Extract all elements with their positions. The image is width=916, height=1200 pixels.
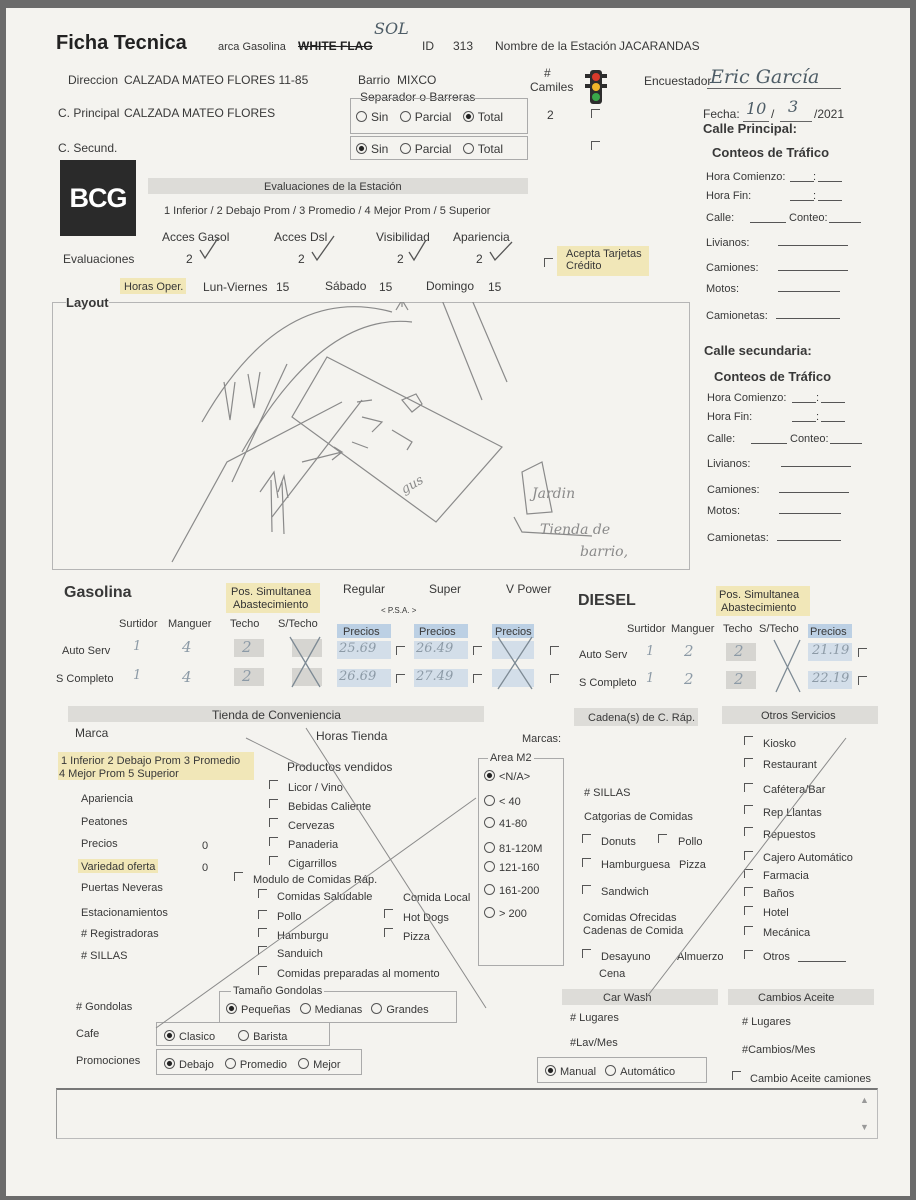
otros-repuestos: Repuestos [763, 829, 816, 841]
otros-heading: Otros Servicios [761, 710, 836, 722]
layout-sketch [52, 302, 688, 568]
sketch-gus: gus [398, 472, 427, 498]
eval-col-visibilidad: Visibilidad [376, 230, 430, 244]
marca-label: Marca [75, 726, 109, 740]
diesel-col-manguer: Manguer [671, 623, 715, 635]
conteo-label: Conteo: [789, 212, 828, 224]
modulo-label: Modulo de Comidas Ráp. [253, 874, 378, 886]
radio-promedio[interactable] [225, 1058, 236, 1069]
carwash-lugares: # Lugares [570, 1012, 619, 1024]
radio-mejor[interactable] [298, 1058, 309, 1069]
gondolas-label: # Gondolas [76, 1001, 133, 1013]
chk-aceite-camiones[interactable] [732, 1071, 741, 1080]
area-81-120: 81-120M [499, 843, 543, 855]
tienda-scale-2: 4 Mejor Prom 5 Superior [59, 768, 179, 780]
hora-comienzo-label: Hora Comienzo: [706, 171, 786, 183]
pos-sim-label: Pos. Simultanea [231, 586, 312, 598]
radio-parcial[interactable] [400, 111, 411, 122]
chk-licor[interactable] [269, 780, 278, 789]
diesel-abast: Abastecimiento [721, 602, 797, 614]
cat-donuts: Donuts [601, 836, 636, 848]
col-surtidor: Surtidor [119, 618, 158, 630]
separador-label: Separador o Barreras [360, 90, 476, 104]
super-label: Super [429, 582, 462, 596]
diesel-comp-label: S Completo [579, 677, 637, 689]
gas-comp-techo: 2 [242, 667, 252, 685]
diesel-comp-price: 22.19 [812, 671, 850, 686]
chk-desayuno[interactable] [582, 949, 591, 958]
chk-hotel[interactable] [744, 906, 753, 915]
lun-value: 15 [276, 280, 290, 294]
chk-sanduich[interactable] [258, 946, 267, 955]
check-marks [196, 234, 526, 264]
eval-scale: 1 Inferior / 2 Debajo Prom / 3 Promedio / 4 Mejor Prom / 5 Superior [164, 205, 491, 217]
form-sheet: Ficha Tecnica arca Gasolina WHITE FLAG SOL ID 313 Nombre de la Estación JACARANDAS Direccion CALZADA MATEO FLORES 11-85 Barrio MIXCO # Camiles Encuestador Eric García Separador o Barreras C. Principal CALZADA MATEO FLORES Sin Parcial Total 2 Fecha: 10 / 3 /2021 Calle Principal: C. Secund. Sin Parcial Total Conteos de Tráfico Hora Comienzo: : Hora Fin: : Calle: Conteo: Livianos: Camiones: Motos: Camionetas: Calle secundaria: Conteos de Tráfico Hora Comienzo: : Hora Fin: : Calle: Conteo: Livianos: Camiones: Motos: Camionetas: BCG Evaluaciones de la Estación 1 Inferior / 2 Debajo Prom / 3 Promedio / 4 Mejor Prom / 5 Superior Acces Gasol Acces Dsl Visibilidad Apariencia Evaluaciones 2 2 2 2 Acepta Tarjetas Crédito Horas Oper. Lun-Viernes 15 Sábado 15 Domingo 15 Layout Jardin Tienda de barrio, gus Gasolina Pos. Simultanea Abastecimiento Regular Super V Power < P.S.A. > Surtidor Manguer Techo S/Techo Precios Precios Precios Auto Serv 1 4 2 25.69 26.49 S Completo 1 4 2 26.69 27.49 DIESEL Pos. Simultanea Abastecimiento Surtidor Manguer Techo S/Techo Precios Auto Serv 1 2 2 21.19 S Completo 1 2 2 22.19 Tienda de Conveniencia Marca Horas Tienda 1 Inferior 2 Debajo Prom 3 Promedio 4 Mejor Prom 5 Superior Apariencia Peatones Precios 0 Variedad oferta 0 Puertas Neveras Estacionamientos # Registradoras # SILLAS Productos vendidos Licor / Vino Bebidas Caliente Cervezas Panaderia Cigarrillos Modulo de Comidas Ráp. Comidas Saludable Comida Local Pollo Hot Dogs Hamburgu Pizza Sanduich Comidas preparadas al momento # Gondolas Tamaño Gondolas Pequeñas Medianas Grandes Cafe Clasico Barista Promociones Debajo Promedio Mejor Marcas: Area M2 <N/A> < 40 41-80 81-120M 121-160 161-200 > 200 Cadena(s) de C. Ráp. # SILLAS Catgorias de Comidas Donuts Pollo Hamburguesa Pizza Sandwich Comidas Ofrecidas Cadenas de Comida Desayuno Almuerzo Cena Otros Servicios Kiosko Restaurant Cafétera/Bar Rep Llantas Repuestos Cajero Automático Farmacia Baños Hotel Mecánica Otros Car Wash # Lugares #Lav/Mes Manual Automático Cambios Aceite # Lugares #Cambios/Mes Cambio Aceite camiones ▲ ▼ [6, 8, 910, 1196]
chk-rep-llantas[interactable] [744, 805, 753, 814]
tienda-scale-1: 1 Inferior 2 Debajo Prom 3 Promedio [61, 755, 241, 767]
chk-preparadas[interactable] [258, 966, 267, 975]
hora-fin-label: Hora Fin: [706, 190, 752, 202]
aceite-heading: Cambios Aceite [758, 992, 835, 1004]
chk-donuts[interactable] [582, 834, 591, 843]
eval-val-visibilidad: 2 [397, 252, 404, 266]
chk-pizza[interactable] [384, 928, 393, 937]
row-registradoras: # Registradoras [81, 928, 159, 940]
radio-area-41-80[interactable] [484, 817, 495, 828]
diesel-auto-checkbox[interactable] [858, 648, 867, 657]
comida-hamburgu: Hamburgu [277, 930, 329, 942]
motos-label: Motos: [706, 283, 740, 295]
brand-label: arca Gasolina [218, 41, 286, 53]
area-heading: Area M2 [490, 752, 532, 764]
comida-preparadas: Comidas preparadas al momento [277, 968, 440, 980]
fecha-year: /2021 [814, 107, 845, 121]
radio-sin-selected[interactable] [356, 143, 367, 154]
conteo-label-2: Conteo: [790, 433, 829, 445]
radio-barista[interactable] [238, 1030, 249, 1041]
tienda-heading: Tienda de Conveniencia [212, 708, 341, 722]
otros-cafetera: Cafétera/Bar [763, 784, 826, 796]
comida-local-label: Comida Local [403, 892, 471, 904]
gas-auto-surtidor: 1 [133, 639, 142, 654]
aceite-cambios: #Cambios/Mes [742, 1044, 816, 1056]
horas-label: Horas Oper. [124, 281, 184, 293]
calle-label-2: Calle: [707, 433, 736, 445]
diesel-auto-label: Auto Serv [579, 649, 628, 661]
radio-area-na-selected[interactable] [484, 770, 495, 781]
eval-col-acces-dsl: Acces Dsl [274, 230, 328, 244]
diesel-comp-checkbox[interactable] [858, 676, 867, 685]
otros-kiosko: Kiosko [763, 738, 797, 750]
chk-modulo[interactable] [234, 872, 243, 881]
chk-farmacia[interactable] [744, 869, 753, 878]
row-estacionamientos: Estacionamientos [81, 907, 168, 919]
eval-val-acces-gasol: 2 [186, 252, 193, 266]
productos-heading: Productos vendidos [287, 760, 393, 774]
producto-cervezas: Cervezas [288, 820, 335, 832]
chk-saludable[interactable] [258, 889, 267, 898]
radio-clasico-selected[interactable] [164, 1030, 175, 1041]
otros-rep-llantas: Rep Llantas [763, 807, 822, 819]
scroll-down-icon[interactable]: ▼ [860, 1122, 869, 1132]
regular-label: Regular [343, 582, 386, 596]
promo-label: Promociones [76, 1055, 141, 1067]
cat-pizza: Pizza [679, 859, 706, 871]
bcg-logo: BCG [60, 160, 136, 236]
sab-label: Sábado [325, 279, 367, 293]
chk-sandwich[interactable] [582, 885, 591, 894]
local-hotdogs: Hot Dogs [403, 912, 449, 924]
radio-area-81-120[interactable] [484, 842, 495, 853]
camiones-label: Camiones: [706, 262, 759, 274]
comida-sanduich: Sanduich [277, 948, 323, 960]
fecha-day: 10 [746, 99, 767, 118]
chk-panaderia[interactable] [269, 837, 278, 846]
hora-fin-label-2: Hora Fin: [707, 411, 753, 423]
motos-label-2: Motos: [707, 505, 741, 517]
chk-bebidas[interactable] [269, 799, 278, 808]
lun-label: Lun-Viernes [203, 280, 268, 294]
diesel-auto-price: 21.19 [812, 643, 850, 658]
gas-auto-label: Auto Serv [62, 645, 111, 657]
conteos-secundaria-heading: Conteos de Tráfico [714, 369, 832, 384]
area-na: <N/A> [499, 771, 531, 783]
chk-otros[interactable] [744, 950, 753, 959]
cadenas-sillas: # SILLAS [584, 787, 631, 799]
cafe-label: Cafe [76, 1028, 100, 1040]
col-stecho: S/Techo [278, 618, 318, 630]
calle-label: Calle: [706, 212, 735, 224]
eval-col-acces-gasol: Acces Gasol [162, 230, 230, 244]
radio-total-selected[interactable] [463, 111, 474, 122]
gas-comp-label: S Completo [56, 673, 114, 685]
dom-label: Domingo [426, 279, 475, 293]
tarjetas-checkbox[interactable] [544, 258, 553, 267]
gasolina-heading: Gasolina [64, 584, 132, 601]
diesel-pos-sim: Pos. Simultanea [719, 589, 800, 601]
radio-area-200[interactable] [484, 907, 495, 918]
eval-heading: Evaluaciones de la Estación [264, 181, 402, 193]
gas-auto-techo: 2 [242, 638, 252, 656]
radio-manual-selected[interactable] [545, 1065, 556, 1076]
diesel-auto-manguer: 2 [684, 642, 694, 660]
encuestador-value: Eric García [710, 66, 820, 88]
brand-correction: SOL [374, 19, 409, 38]
chk-repuestos[interactable] [744, 827, 753, 836]
conteos-principal-heading: Conteos de Tráfico [712, 145, 830, 160]
precios-vpower-header: Precios [495, 626, 532, 638]
horas-tienda-label: Horas Tienda [316, 729, 388, 743]
diesel-col-techo: Techo [723, 623, 753, 635]
id-value: 313 [453, 39, 474, 53]
sketch-tienda: Tienda de [540, 522, 611, 538]
hora-comienzo-label-2: Hora Comienzo: [707, 392, 787, 404]
psa-label: < P.S.A. > [381, 606, 417, 615]
gas-comp-manguer: 4 [182, 668, 192, 686]
chk-banos[interactable] [744, 887, 753, 896]
producto-bebidas: Bebidas Caliente [288, 801, 372, 813]
station-name-value: JACARANDAS [619, 39, 700, 53]
cat-pollo: Pollo [678, 836, 703, 848]
gas-comp-super-price: 27.49 [416, 669, 454, 684]
chk-mecanica[interactable] [744, 926, 753, 935]
cadenas-categorias: Catgorias de Comidas [584, 811, 693, 823]
calle-principal-heading: Calle Principal: [703, 121, 797, 136]
comments-textarea[interactable] [56, 1088, 878, 1139]
eval-val-acces-dsl: 2 [298, 252, 305, 266]
brand-value: WHITE FLAG [298, 39, 373, 53]
aceite-lugares: # Lugares [742, 1016, 791, 1028]
variedad-value: 0 [202, 862, 209, 874]
secund-checkbox[interactable] [591, 141, 600, 150]
chk-hotdogs[interactable] [384, 909, 393, 918]
otros-hotel: Hotel [763, 907, 789, 919]
secund-label: C. Secund. [58, 141, 118, 155]
promo-options: Debajo Promedio Mejor [164, 1058, 341, 1072]
station-name-label: Nombre de la Estación [495, 39, 617, 53]
cafe-options: Clasico Barista [164, 1030, 287, 1044]
row-sillas: # SILLAS [81, 950, 128, 962]
cat-sandwich: Sandwich [601, 886, 649, 898]
direccion-value: CALZADA MATEO FLORES 11-85 [124, 73, 309, 87]
otros-cajero: Cajero Automático [763, 852, 853, 864]
comida-pollo: Pollo [277, 911, 302, 923]
gas-comp-surtidor: 1 [133, 668, 142, 683]
radio-pequenas-selected[interactable] [226, 1003, 237, 1014]
gas-auto-vpower-checkbox[interactable] [550, 646, 559, 655]
meal-almuerzo: Almuerzo [677, 951, 724, 963]
producto-cigarrillos: Cigarrillos [288, 858, 337, 870]
principal-separator-options: Sin Parcial Total [356, 110, 503, 124]
tam-gondolas-label: Tamaño Gondolas [233, 985, 323, 997]
sketch-jardin: Jardin [532, 486, 576, 502]
otros-banos: Baños [763, 888, 795, 900]
chk-cigarrillos[interactable] [269, 856, 278, 865]
chk-cajero[interactable] [744, 851, 753, 860]
crossed-out-marks [286, 633, 546, 693]
camionetas-label: Camionetas: [706, 310, 768, 322]
area-121-160: 121-160 [499, 862, 540, 874]
camiones-label-2: Camiones: [707, 484, 760, 496]
radio-medianas[interactable] [300, 1003, 311, 1014]
layout-label: Layout [66, 295, 109, 310]
col-techo: Techo [230, 618, 260, 630]
ofrecidas-2: Cadenas de Comida [583, 925, 684, 937]
radio-area-121-160[interactable] [484, 861, 495, 872]
chk-cervezas[interactable] [269, 818, 278, 827]
precios-super-header: Precios [419, 626, 456, 638]
principal-lanes: 2 [547, 108, 554, 122]
area-161-200: 161-200 [499, 885, 540, 897]
comida-saludable: Comidas Saludable [277, 891, 373, 903]
producto-licor: Licor / Vino [288, 782, 343, 794]
sab-value: 15 [379, 280, 393, 294]
livianos-label: Livianos: [706, 237, 750, 249]
radio-grandes[interactable] [371, 1003, 382, 1014]
diesel-col-surtidor: Surtidor [627, 623, 666, 635]
gas-auto-regular-price: 25.69 [339, 641, 377, 656]
principal-checkbox[interactable] [591, 109, 600, 118]
chk-cafetera[interactable] [744, 783, 753, 792]
cat-hamburguesa: Hamburguesa [601, 859, 671, 871]
otros-otros: Otros [763, 951, 790, 963]
precios-value: 0 [202, 840, 209, 852]
chk-hamburgu[interactable] [258, 928, 267, 937]
abast-label: Abastecimiento [233, 599, 309, 611]
diesel-heading: DIESEL [578, 592, 636, 609]
precios-regular-header: Precios [343, 626, 380, 638]
livianos-label-2: Livianos: [707, 458, 751, 470]
gas-auto-super-price: 26.49 [416, 641, 454, 656]
principal-value: CALZADA MATEO FLORES [124, 106, 276, 120]
row-peatones: Peatones [81, 816, 128, 828]
marcas-label: Marcas: [522, 733, 562, 745]
carwash-lav: #Lav/Mes [570, 1037, 618, 1049]
eval-val-apariencia: 2 [476, 252, 483, 266]
area-lt40: < 40 [499, 796, 521, 808]
encuestador-label: Encuestador [644, 74, 712, 88]
carwash-heading: Car Wash [603, 992, 652, 1004]
fecha-label: Fecha: [703, 107, 740, 121]
otros-mecanica: Mecánica [763, 927, 811, 939]
gas-comp-vpower-checkbox[interactable] [550, 674, 559, 683]
sketch-barrio: barrio, [580, 544, 629, 560]
otros-restaurant: Restaurant [763, 759, 817, 771]
col-manguer: Manguer [168, 618, 212, 630]
row-precios: Precios [81, 838, 118, 850]
id-label: ID [422, 39, 434, 53]
principal-label: C. Principal [58, 106, 120, 120]
traffic-light-icon [584, 68, 610, 108]
eval-col-apariencia: Apariencia [453, 230, 510, 244]
fecha-month: 3 [788, 97, 799, 116]
vpower-label: V Power [506, 582, 552, 596]
calle-secundaria-heading: Calle secundaria: [704, 343, 812, 358]
gas-comp-regular-price: 26.69 [339, 669, 377, 684]
radio-sin[interactable] [356, 111, 367, 122]
ofrecidas-1: Comidas Ofrecidas [583, 912, 677, 924]
diesel-precios-header: Precios [810, 626, 847, 638]
gondola-options: Pequeñas Medianas Grandes [226, 1003, 429, 1017]
camionetas-label-2: Camionetas: [707, 532, 769, 544]
meal-cena: Cena [599, 968, 626, 980]
producto-panaderia: Panaderia [288, 839, 339, 851]
area-41-80: 41-80 [499, 818, 528, 830]
camiles-label: Camiles [530, 80, 574, 94]
diesel-auto-techo: 2 [734, 642, 744, 660]
diesel-col-stecho: S/Techo [759, 623, 799, 635]
area-gt200: > 200 [499, 908, 527, 920]
diesel-comp-manguer: 2 [684, 670, 694, 688]
cadenas-heading: Cadena(s) de C. Ráp. [588, 712, 695, 724]
secund-separator-options: Sin Parcial Total [356, 142, 503, 156]
barrio-value: MIXCO [397, 73, 437, 87]
diesel-auto-surtidor: 1 [646, 644, 655, 659]
radio-total[interactable] [463, 143, 474, 154]
scroll-up-icon[interactable]: ▲ [860, 1095, 869, 1105]
radio-area-40[interactable] [484, 795, 495, 806]
gas-auto-manguer: 4 [182, 638, 192, 656]
meal-desayuno: Desayuno [601, 951, 651, 963]
row-puertas: Puertas Neveras [81, 882, 163, 894]
barrio-label: Barrio [358, 73, 391, 87]
otros-farmacia: Farmacia [763, 870, 809, 882]
chk-pollo-cadena[interactable] [658, 834, 667, 843]
chk-restaurant[interactable] [744, 758, 753, 767]
diesel-comp-techo: 2 [734, 670, 744, 688]
chk-pollo[interactable] [258, 910, 267, 919]
direccion-label: Direccion [68, 73, 119, 87]
chk-kiosko[interactable] [744, 736, 753, 745]
row-variedad: Variedad oferta [81, 861, 156, 873]
radio-area-161-200[interactable] [484, 884, 495, 895]
dom-value: 15 [488, 280, 502, 294]
diesel-comp-surtidor: 1 [646, 671, 655, 686]
aceite-camiones: Cambio Aceite camiones [750, 1073, 872, 1085]
radio-automatico[interactable] [605, 1065, 616, 1076]
camiles-hash: # [544, 66, 551, 80]
chk-hamburguesa[interactable] [582, 858, 591, 867]
local-pizza: Pizza [403, 931, 430, 943]
radio-parcial[interactable] [400, 143, 411, 154]
encuestador-line [707, 88, 841, 89]
row-apariencia: Apariencia [81, 793, 133, 805]
radio-debajo-selected[interactable] [164, 1058, 175, 1069]
tarjetas-label: Acepta Tarjetas Crédito [566, 248, 642, 272]
eval-row-label: Evaluaciones [63, 252, 135, 266]
carwash-options: Manual Automático [545, 1065, 675, 1079]
form-title: Ficha Tecnica [56, 32, 187, 54]
